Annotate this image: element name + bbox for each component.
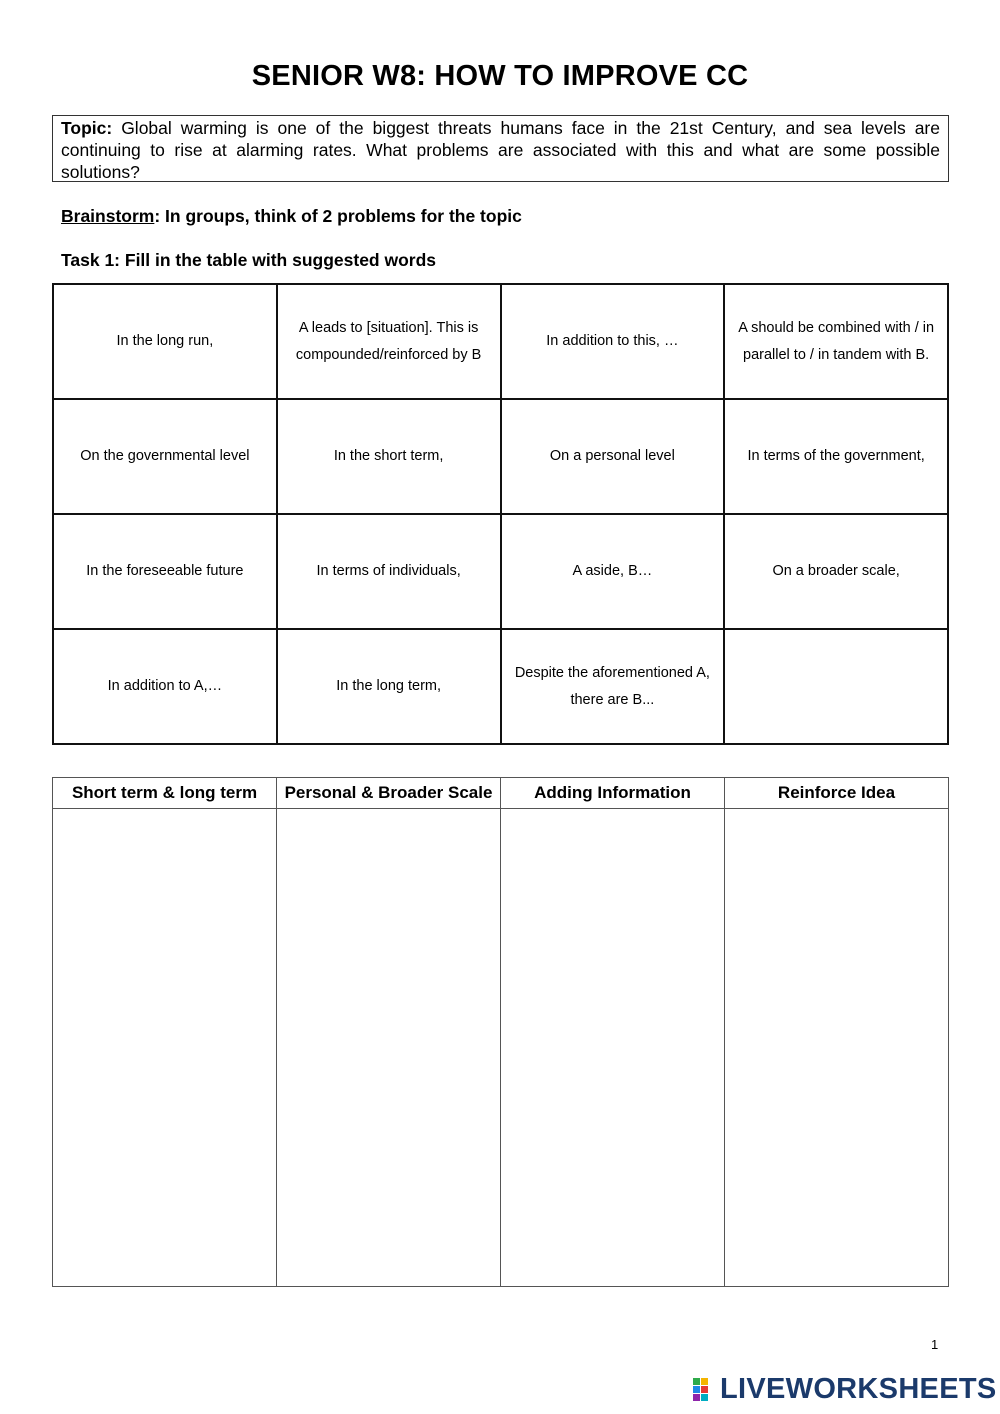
topic-box — [52, 115, 949, 182]
word-cell[interactable]: A should be combined with / in parallel to / in tandem with B. — [724, 284, 948, 399]
word-cell[interactable]: In terms of the government, — [724, 399, 948, 514]
task1-instruction: Task 1: Fill in the table with suggested words — [61, 250, 437, 270]
category-header-row — [53, 778, 949, 809]
table-row — [53, 399, 948, 514]
drop-zone-short-long-term[interactable] — [53, 809, 277, 1287]
category-header: Reinforce Idea — [725, 778, 949, 809]
topic-label: Topic: — [61, 118, 113, 138]
page-title: SENIOR W8: HOW TO IMPROVE CC — [251, 60, 749, 92]
word-cell[interactable]: In the long term, — [277, 629, 501, 744]
suggested-words-table — [52, 283, 949, 745]
table-row — [53, 284, 948, 399]
drop-zone-adding-information[interactable] — [501, 809, 725, 1287]
category-header: Personal & Broader Scale — [277, 778, 501, 809]
word-cell[interactable]: On the governmental level — [53, 399, 277, 514]
drop-zone-reinforce-idea[interactable] — [725, 809, 949, 1287]
category-header: Short term & long term — [53, 778, 277, 809]
liveworksheets-logo-text: LIVEWORKSHEETS — [720, 1372, 997, 1405]
table-row — [53, 629, 948, 744]
category-drop-row — [53, 809, 949, 1287]
liveworksheets-logo — [692, 1374, 997, 1404]
word-cell-empty[interactable] — [724, 629, 948, 744]
category-header: Adding Information — [501, 778, 725, 809]
word-cell[interactable]: Despite the aforementioned A, there are B... — [501, 629, 725, 744]
word-cell[interactable]: On a broader scale, — [724, 514, 948, 629]
word-cell[interactable]: In addition to A,… — [53, 629, 277, 744]
word-cell[interactable]: A leads to [situation]. This is compounded/reinforced by B — [277, 284, 501, 399]
page-number: 1 — [931, 1337, 939, 1352]
word-cell[interactable]: In the long run, — [53, 284, 277, 399]
word-cell[interactable]: On a personal level — [501, 399, 725, 514]
brainstorm-instruction — [61, 206, 522, 227]
topic-text: Global warming is one of the biggest threats humans face in the 21st Century, and sea levels are continuing to rise at alarming rates. What problems are associated with this and what are some possible solutions? — [61, 118, 940, 182]
category-table — [52, 777, 949, 1287]
word-cell[interactable]: A aside, B… — [501, 514, 725, 629]
brainstorm-text: : In groups, think of 2 problems for the topic — [154, 206, 522, 226]
word-cell[interactable]: In the short term, — [277, 399, 501, 514]
word-cell[interactable]: In terms of individuals, — [277, 514, 501, 629]
word-cell[interactable]: In addition to this, … — [501, 284, 725, 399]
brainstorm-label: Brainstorm — [61, 206, 155, 226]
liveworksheets-logo-icon — [692, 1376, 718, 1402]
table-row — [53, 514, 948, 629]
drop-zone-personal-broader[interactable] — [277, 809, 501, 1287]
word-cell[interactable]: In the foreseeable future — [53, 514, 277, 629]
